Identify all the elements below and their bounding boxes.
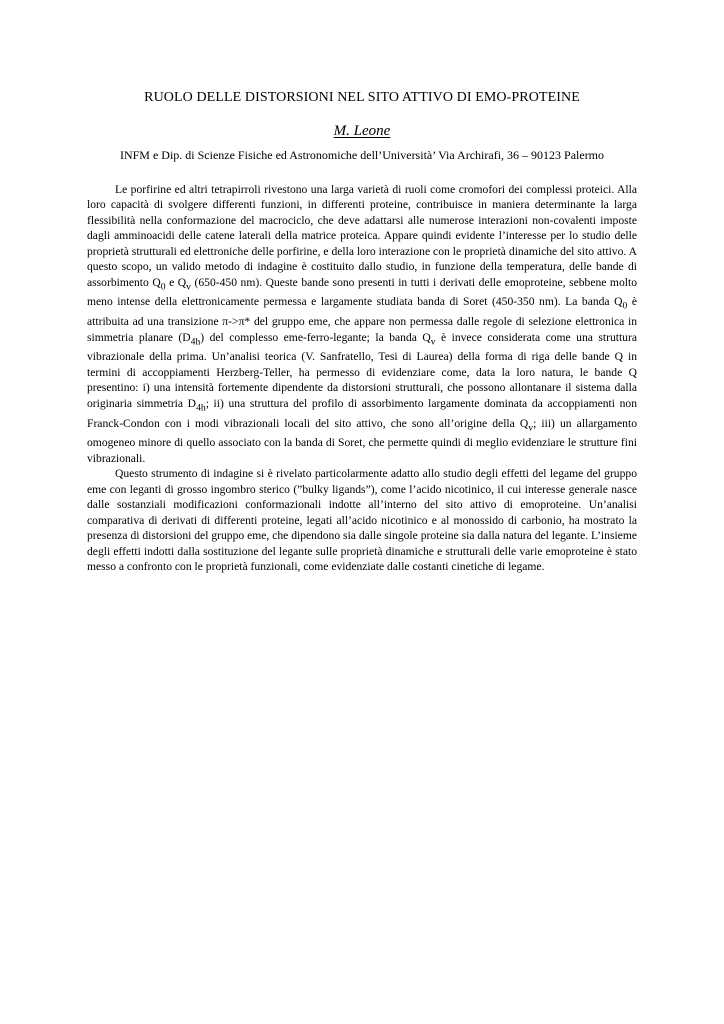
abstract-body xyxy=(87,182,637,574)
text-segment: e Q xyxy=(165,275,187,289)
subscript: 0 xyxy=(622,300,628,312)
text-segment: ; iii) un allargamento omogeneo minore di quello associato con la banda di Soret, che permette quindi di meglio evidenziare le strutture fini vibrazionali. xyxy=(87,416,637,465)
paragraph-2 xyxy=(87,466,637,574)
text-segment: Questo strumento di indagine si è rivelato particolarmente adatto allo studio degli effetti del legame del gruppo eme con leganti di grosso ingombro sterico (”bulky ligands”), come l’acido nicotinico, il cui interesse generale nasce dalle sostanziali modificazioni conformazionali indotte all’interno del sito attivo di emoproteine. Un’analisi comparativa di derivati di differenti proteine, legati all’acido nicotinico e al monossido di carbonio, ha mostrato la presenza di distorsioni del gruppo eme, che dipendono sia dalle singole proteine sia dalla natura del legante. L’insieme degli effetti indotti dalla sostituzione del legante sulle proprietà dinamiche e strutturali delle varie emoproteine è stato messo a confronto con le proprietà funzionali, come evidenziate dalle costanti cinetiche di legame. xyxy=(87,467,637,573)
text-segment: (650-450 nm). Queste bande sono presenti in tutti i derivati delle emoproteine, sebbene molto meno intense della elettronicamente permessa e largamente studiata banda di Soret (450-350 nm). La banda Q xyxy=(87,275,637,309)
subscript: 4h xyxy=(190,336,201,348)
text-segment: è invece considerata come una struttura vibrazionale della prima. Un’analisi teorica (V. Sanfratello, Tesi di Laurea) della forma di riga delle bande Q in termini di accoppiamenti Herzberg-Teller, ha permesso di evidenziare come, data la loro natura, le bande Q presentino: i) una intensità fortemente dipendente da distorsioni strutturali, che possono allontanare il sistema dalla originaria simmetria D xyxy=(87,330,637,410)
paragraph-1 xyxy=(87,182,637,466)
subscript: v xyxy=(186,281,191,293)
subscript: v xyxy=(430,336,436,348)
text-segment: è attribuita ad una transizione π->π* del gruppo eme, che appare non permessa dalle regole di selezione elettronica in simmetria planare (D xyxy=(87,295,637,344)
text-segment: ) del complesso eme-ferro-legante; la banda Q xyxy=(200,330,431,344)
subscript: 4h xyxy=(196,402,206,414)
text-segment: ; ii) una struttura del profilo di assorbimento largamente dominata da accoppiamenti non Franck-Condon con i modi vibrazionali locali del sito attivo, che sono all’origine della Q xyxy=(87,396,638,430)
subscript: 0 xyxy=(160,281,166,293)
text-segment: Le porfirine ed altri tetrapirroli rivestono una larga varietà di ruoli come cromofori dei complessi proteici. Alla loro capacità di svolgere differenti funzioni, in differenti proteine, contribuisce in maniera determinante la larga flessibilità nella conformazione del macrociclo, che deve adattarsi alle numerose interazioni non-covalenti imposte dagli amminoacidi delle catene laterali della matrice proteica. Appare quindi evidente l’interesse per lo studio delle proprietà strutturali ed elettroniche delle porfirine, e della loro interazione con le proprietà dinamiche del sito attivo. A questo scopo, un valido metodo di indagine è costituito dallo studio, in funzione della temperatura, delle bande di assorbimento Q xyxy=(87,183,637,289)
subscript: v xyxy=(528,421,534,433)
paper-title: RUOLO DELLE DISTORSIONI NEL SITO ATTIVO DI EMO-PROTEINE xyxy=(144,90,580,105)
author-affiliation: INFM e Dip. di Scienze Fisiche ed Astronomiche dell’Università’ Via Archirafi, 36 – 90123 Palermo xyxy=(119,148,605,162)
author-name: M. Leone xyxy=(333,123,391,139)
